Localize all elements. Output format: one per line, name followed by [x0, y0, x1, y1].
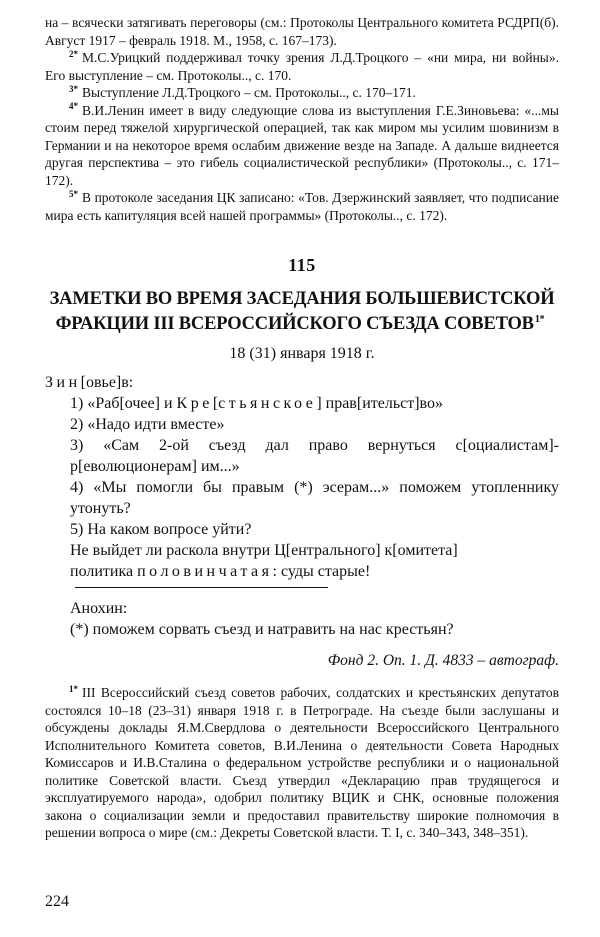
footnote-3 [45, 84, 559, 102]
footnote-text: В.И.Ленин имеет в виду следующие слова из выступления Г.Е.Зиновьева: «...мы стоим перед тяжелой хирургической операцией, так как миром мы усилим шовинизм в Германии и на некоторое время ослабим движение везде на Западе. А дальше виднеется другая перспектива – это гибель социалистической республики» (Протоколы.., с. 171–172). [45, 102, 559, 188]
footnote-marker: 1* [69, 683, 78, 694]
document-number: 115 [288, 255, 316, 275]
item1-spaced-2: стьянское [218, 395, 317, 412]
footnote-marker: 2* [69, 48, 78, 59]
archive-source: Фонд 2. Оп. 1. Д. 4833 – автограф. [327, 652, 559, 669]
item7-a: политика [70, 563, 138, 580]
page [45, 14, 559, 842]
anokhin-name: Анохин: [70, 600, 128, 617]
anokhin-note [45, 598, 559, 640]
title-footnote-marker: 1* [534, 313, 545, 325]
item1-b: [ [212, 395, 219, 412]
note-item-1 [70, 393, 559, 414]
footnote-marker: 3* [69, 83, 78, 94]
item1-c: ] прав[ительст]во» [316, 395, 443, 412]
notes-list [45, 393, 559, 588]
footnotes-top [45, 14, 559, 224]
speaker-line [45, 372, 559, 393]
speaker-rest: [овье]в: [80, 374, 134, 391]
footnote-text: Выступление Л.Д.Троцкого – см. Протоколы.., с. 170–171. [82, 85, 416, 100]
footnotes-bottom [45, 684, 559, 842]
item7-spaced: половинчатая [137, 563, 273, 580]
note-item-4: 4) «Мы помогли бы правым (*) эсерам...» поможем утопленнику утонуть? [70, 479, 559, 517]
footnote-text: В протоколе заседания ЦК записано: «Тов. Дзержинский заявляет, что подписание мира есть капитуляция всей нашей программы» (Протоколы.., с. 172). [45, 190, 559, 223]
note-item-5: 5) На каком вопросе уйти? [70, 521, 252, 538]
note-item-7 [70, 561, 559, 582]
page-number: 224 [45, 893, 69, 910]
note-item-3: 3) «Сам 2-ой съезд дал право вернуться с[оциалистам]-р[еволюционерам] им...» [70, 437, 559, 475]
footnote-text: III Всероссийский съезд советов рабочих, солдатских и крестьянских депутатов состоялся 10–18 (23–31) января 1918 г. в Петрограде. На съезде были заслушаны и обсуждены доклады Я.М.Свердлова о деятельности Всероссийского Центрального Исполнительного Комитета советов, В.И.Ленина о деятельности Совета Народных Комиссаров и И.В.Сталина о федеральном устройстве республики и о национальной политике Советской власти. Съезд утвердил «Декларацию прав трудящегося и эксплуатируемого народа», одобрил политику ВЦИК и СНК, основные положения закона о социализации земли и предоставил правительству широкие полномочия в решении вопроса о мире (см.: Декреты Советской власти. Т. I, с. 340–343, 348–351). [45, 685, 559, 840]
document-title [45, 287, 559, 337]
footnote-2 [45, 49, 559, 84]
footnote-continuation [45, 14, 559, 49]
footnote-4 [45, 102, 559, 190]
footnote-text: М.С.Урицкий поддерживал точку зрения Л.Д.Троцкого – «ни мира, ни войны». Его выступление – см. Протоколы.., с. 170. [45, 50, 559, 83]
separator-rule [75, 587, 328, 588]
lenin-notes [45, 372, 559, 588]
footnote-5 [45, 189, 559, 224]
footnote-marker: 5* [69, 188, 78, 199]
note-item-6: Не выйдет ли раскола внутри Ц[ентрального] к[омитета] [70, 542, 458, 559]
item1-spaced: Кре [176, 395, 213, 412]
anokhin-text: (*) поможем сорвать съезд и натравить на нас крестьян? [70, 621, 454, 638]
item7-b: : суды старые! [272, 563, 371, 580]
note-item-2: 2) «Надо идти вместе» [70, 416, 225, 433]
title-line-2-text: ФРАКЦИИ III ВСЕРОССИЙСКОГО СЪЕЗДА СОВЕТОВ [55, 314, 534, 334]
footnote-marker: 4* [69, 101, 78, 111]
title-line-2 [45, 312, 559, 337]
document-date: 18 (31) января 1918 г. [229, 345, 375, 362]
item1-a: 1) «Раб[очее] и [70, 395, 177, 412]
title-line-1: ЗАМЕТКИ ВО ВРЕМЯ ЗАСЕДАНИЯ БОЛЬШЕВИСТСКОЙ [49, 289, 555, 309]
speaker-spaced: Зин [45, 374, 81, 391]
footnote-1 [45, 684, 559, 842]
footnote-text: на – всячески затягивать переговоры (см.: Протоколы Центрального комитета РСДРП(б). Август 1917 – февраль 1918. М., 1958, с. 167–173). [45, 15, 559, 48]
